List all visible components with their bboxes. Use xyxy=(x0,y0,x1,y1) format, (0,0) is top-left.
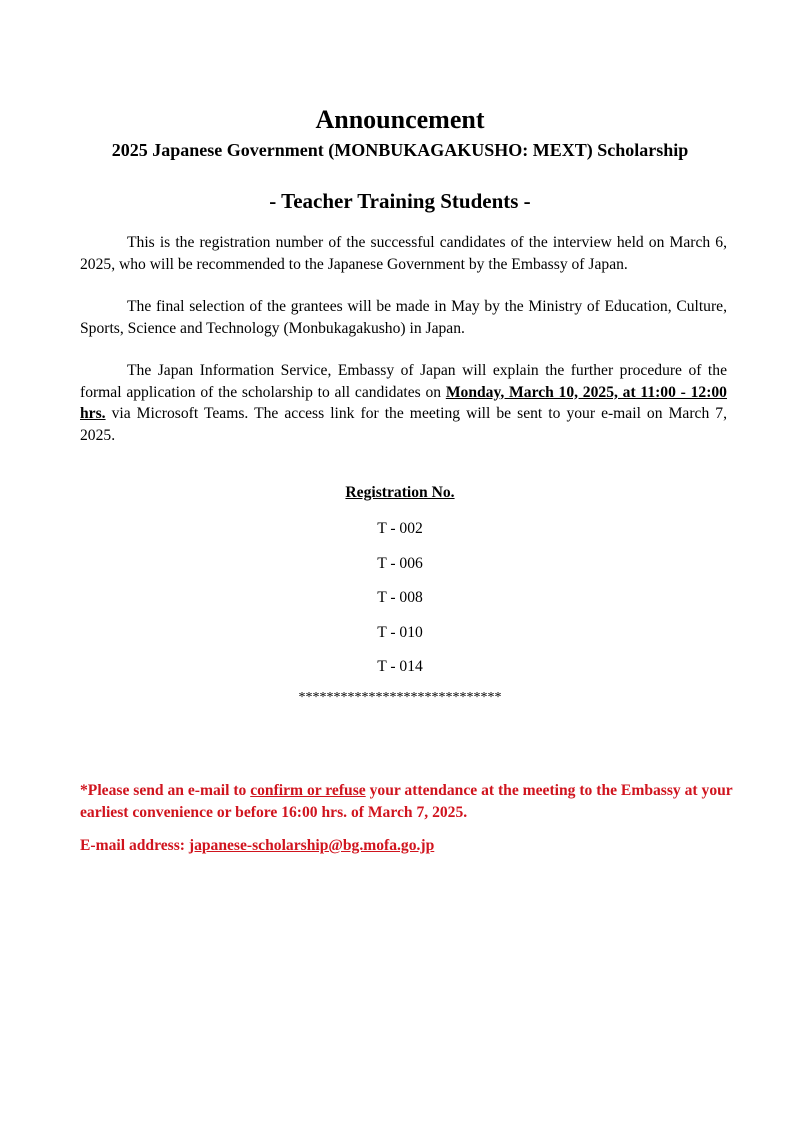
registration-header: Registration No. xyxy=(345,484,455,501)
paragraph-registration-intro: This is the registration number of the successful candidates of the interview held on March 6, 2025, who will be recommended to the Japanese Government by the Embassy of Japan. xyxy=(80,234,727,273)
registration-number: T - 008 xyxy=(377,589,423,606)
section-heading: - Teacher Training Students - xyxy=(269,189,531,213)
paragraph-procedure xyxy=(80,360,727,446)
attendance-notice xyxy=(80,780,740,823)
paragraph-final-selection: The final selection of the grantees will be made in May by the Ministry of Education, Culture, Sports, Science and Technology (Monbukagakusho) in Japan. xyxy=(80,298,727,337)
procedure-text-start: The Japan Information Service, Embassy of Japan will explain the further procedure of the formal application of the scholarship to all candidates on xyxy=(80,362,727,401)
notice-text-start: *Please send an e-mail to xyxy=(80,782,251,799)
document-title: Announcement xyxy=(315,105,485,134)
email-address-link[interactable]: japanese-scholarship@bg.mofa.go.jp xyxy=(188,837,435,854)
procedure-text-end: via Microsoft Teams. The access link for the meeting will be sent to your e-mail on March 7, 2025. xyxy=(80,405,727,444)
meeting-datetime: Monday, March 10, 2025, at 11:00 - 12:00 hrs. xyxy=(80,383,727,422)
registration-number: T - 010 xyxy=(377,623,423,641)
registration-number: T - 002 xyxy=(377,520,423,537)
registration-number: T - 014 xyxy=(377,658,423,675)
email-label: E-mail address: xyxy=(80,837,189,854)
document-subtitle: 2025 Japanese Government (MONBUKAGAKUSHO: MEXT) Scholarship xyxy=(111,140,689,160)
separator-stars: ***************************** xyxy=(298,690,502,705)
registration-number: T - 006 xyxy=(377,554,423,572)
registration-list xyxy=(0,518,800,691)
notice-confirm-refuse: confirm or refuse xyxy=(250,782,366,799)
notice-text-end: your attendance at the meeting to the Embassy at your earliest convenience or before 16:00 hrs. of March 7, 2025. xyxy=(80,782,733,821)
email-line xyxy=(80,835,740,857)
